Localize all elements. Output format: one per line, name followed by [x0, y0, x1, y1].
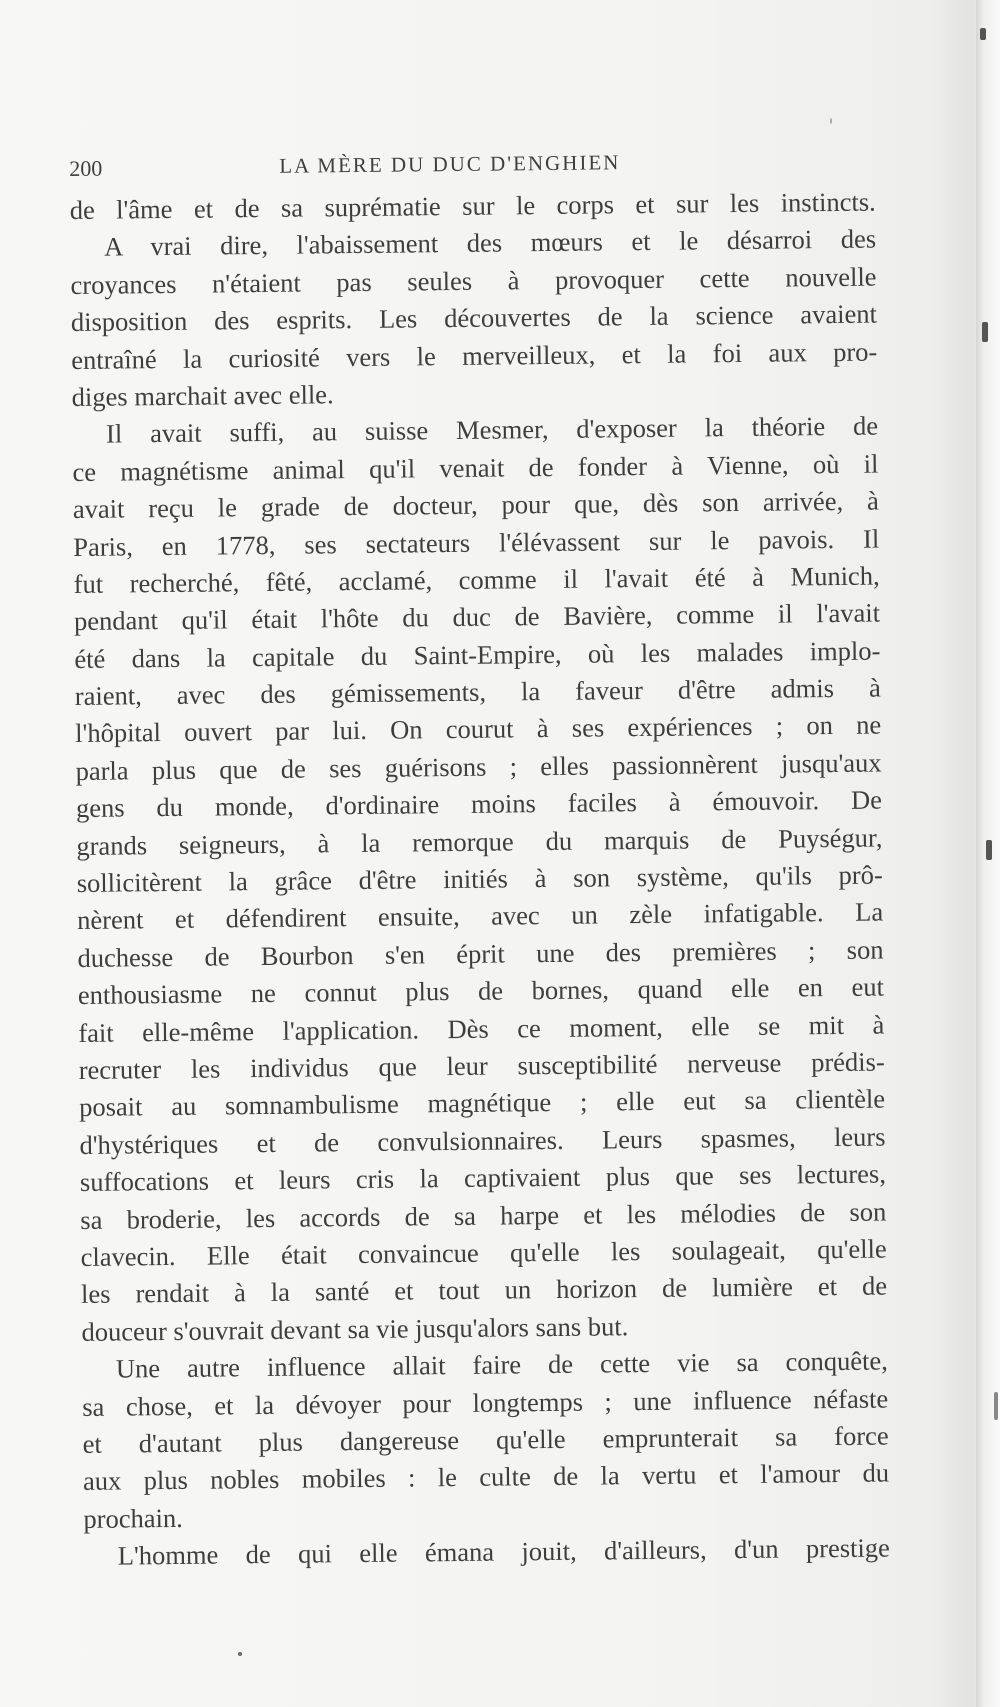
text-line: posait au somnambulisme magnétique ; elle eut sa clientèle — [78, 1083, 886, 1123]
text-line: enthousiasme ne connut plus de bornes, quand elle en eut — [77, 971, 885, 1011]
text-line: Paris, en 1778, ses sectateurs l'élévassent sur le pavois. Il — [73, 523, 880, 562]
text-line: prochain. — [83, 1502, 183, 1534]
text-line: aux plus nobles mobiles : le culte de la vertu et l'amour du — [82, 1457, 890, 1497]
edge-mark — [994, 1392, 998, 1420]
text-line: croyances n'étaient pas seules à provoquer cette nouvelle — [70, 261, 877, 300]
text-line: ce magnétisme animal qu'il venait de fonder à Vienne, où il — [72, 448, 879, 487]
text-line: duchesse de Bourbon s'en éprit une des premières ; son — [77, 934, 884, 973]
text-line: entraîné la curiosité vers le merveilleux, et la foi aux pro- — [71, 336, 878, 375]
edge-mark — [986, 840, 992, 860]
edge-mark — [982, 322, 988, 342]
text-line: de l'âme et de sa suprématie sur le corps et sur les instincts. — [69, 186, 876, 225]
text-line: les rendait à la santé et tout un horizon de lumière et de — [80, 1270, 888, 1310]
text-line: d'hystériques et de convulsionnaires. Leurs spasmes, leurs — [79, 1121, 886, 1160]
text-line: Une autre influence allait faire de cette vie sa conquête, — [115, 1345, 888, 1384]
text-line: parla plus que de ses guérisons ; elles passionnèrent jusqu'aux — [75, 747, 882, 786]
text-line: fait elle-même l'application. Dès ce moment, elle se mit à — [78, 1009, 885, 1048]
text-line: avait reçu le grade de docteur, pour que, dès son arrivée, à — [72, 485, 879, 525]
page-header — [69, 132, 876, 192]
edge-mark — [980, 28, 986, 40]
text-line: clavecin. Elle était convaincue qu'elle les soulageait, qu'elle — [80, 1233, 887, 1272]
text-line: sa broderie, les accords de sa harpe et les mélodies de son — [80, 1196, 887, 1235]
text-line: Il avait suffi, au suisse Mesmer, d'exposer la théorie de — [105, 410, 879, 449]
text-line: A vrai dire, l'abaissement des mœurs et le désarroi des — [103, 223, 877, 263]
text-line: pendant qu'il était l'hôte du duc de Bavière, comme il l'avait — [73, 597, 881, 637]
text-line: l'hôpital ouvert par lui. On courut à ses expériences ; on ne — [75, 709, 882, 749]
text-line: raient, avec des gémissements, la faveur d'être admis à — [74, 672, 881, 712]
text-line: été dans la capitale du Saint-Empire, où les malades implo- — [74, 635, 881, 674]
ink-speck — [238, 1652, 242, 1656]
text-line: gens du monde, d'ordinaire moins faciles à émouvoir. De — [75, 784, 883, 824]
text-line: sa chose, et la dévoyer pour longtemps ; une influence néfaste — [82, 1382, 889, 1422]
body-text — [70, 184, 890, 1576]
text-line: et d'autant plus dangereuse qu'elle emprunterait sa force — [82, 1420, 889, 1459]
text-line: disposition des esprits. Les découvertes de la science avaient — [70, 298, 878, 338]
text-line: grands seigneurs, à la remorque du marquis de Puységur, — [76, 822, 883, 861]
running-head: LA MÈRE DU DUC D'ENGHIEN — [279, 150, 621, 178]
text-line: sollicitèrent la grâce d'être initiés à son système, qu'ils prô- — [76, 859, 883, 898]
text-line: douceur s'ouvrait devant sa vie jusqu'alors sans but. — [81, 1310, 629, 1347]
text-line: suffocations et leurs cris la captivaient plus que ses lectures, — [79, 1158, 887, 1198]
text-line: fut recherché, fêté, acclamé, comme il l'avait été à Munich, — [73, 560, 880, 599]
text-line: diges marchait avec elle. — [71, 379, 334, 412]
text-line: recruter les individus que leur susceptibilité nerveuse prédis- — [78, 1046, 885, 1085]
text-block — [69, 132, 890, 1576]
ink-speck — [830, 118, 832, 124]
page-number: 200 — [69, 155, 103, 181]
text-line: nèrent et défendirent ensuite, avec un zèle infatigable. La — [77, 896, 884, 936]
text-line: L'homme de qui elle émana jouit, d'ailleurs, d'un prestige — [117, 1532, 890, 1571]
